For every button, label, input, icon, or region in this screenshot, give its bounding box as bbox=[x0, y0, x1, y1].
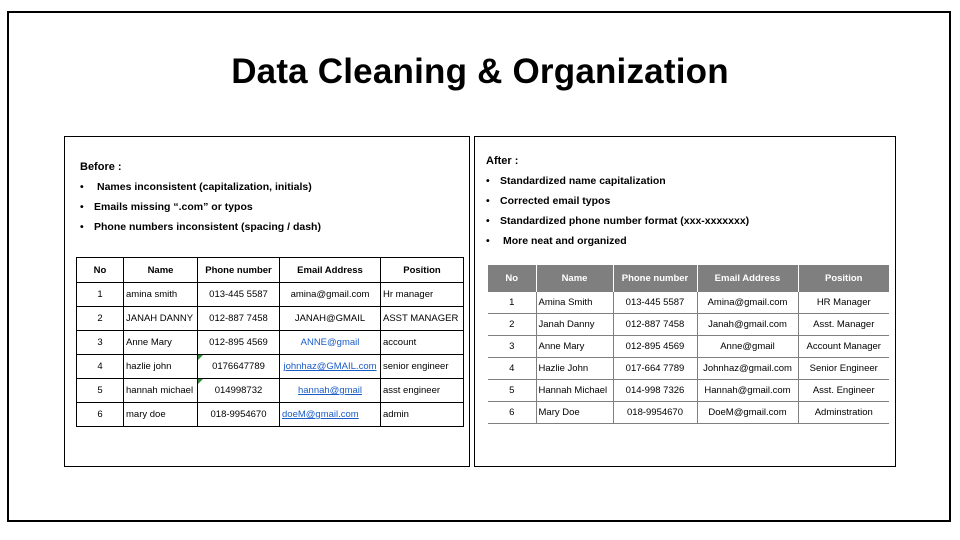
cell-email: Anne@gmail bbox=[697, 336, 798, 358]
before-bullet-list bbox=[80, 177, 321, 237]
cell-email: amina@gmail.com bbox=[280, 283, 381, 307]
before-bullet: • Phone numbers inconsistent (spacing / dash) bbox=[80, 221, 321, 233]
column-header: Name bbox=[536, 265, 613, 292]
cell-position: senior engineer bbox=[381, 355, 464, 379]
before-bullet: • Names inconsistent (capitalization, initials) bbox=[80, 181, 312, 193]
cell-position: ASST MANAGER bbox=[381, 307, 464, 331]
column-header: Email Address bbox=[697, 265, 798, 292]
after-bullet: • More neat and organized bbox=[486, 235, 627, 247]
table-row bbox=[77, 379, 464, 403]
cell-email-link[interactable]: hannah@gmail bbox=[280, 379, 381, 403]
column-header: Position bbox=[381, 258, 464, 283]
before-bullet: • Emails missing “.com” or typos bbox=[80, 201, 253, 213]
cell-position: Adminstration bbox=[798, 402, 889, 424]
cell-position: Asst. Manager bbox=[798, 314, 889, 336]
table-row bbox=[77, 307, 464, 331]
cell-phone: 014998732 bbox=[198, 379, 280, 403]
cell-email: Amina@gmail.com bbox=[697, 292, 798, 314]
table-row bbox=[488, 402, 889, 424]
cell-no: 3 bbox=[77, 331, 124, 355]
column-header: No bbox=[77, 258, 124, 283]
cell-email: Hannah@gmail.com bbox=[697, 380, 798, 402]
cell-name: hazlie john bbox=[124, 355, 198, 379]
column-header: Email Address bbox=[280, 258, 381, 283]
cell-phone: 012-887 7458 bbox=[198, 307, 280, 331]
after-bullet: • Standardized phone number format (xxx-xxxxxxx) bbox=[486, 215, 750, 227]
before-table bbox=[76, 257, 464, 427]
after-bullet: • Standardized name capitalization bbox=[486, 175, 666, 187]
cell-no: 6 bbox=[77, 403, 124, 427]
column-header: Phone number bbox=[198, 258, 280, 283]
before-table-header-row bbox=[77, 258, 464, 283]
cell-position: Hr manager bbox=[381, 283, 464, 307]
table-row bbox=[77, 331, 464, 355]
cell-no: 1 bbox=[488, 292, 536, 314]
cell-no: 3 bbox=[488, 336, 536, 358]
cell-position: Asst. Engineer bbox=[798, 380, 889, 402]
cell-phone: 0176647789 bbox=[198, 355, 280, 379]
cell-phone: 012-895 4569 bbox=[613, 336, 697, 358]
after-panel bbox=[474, 136, 896, 467]
cell-name: Mary Doe bbox=[536, 402, 613, 424]
cell-position: Account Manager bbox=[798, 336, 889, 358]
cell-no: 2 bbox=[77, 307, 124, 331]
cell-phone: 013-445 5587 bbox=[198, 283, 280, 307]
cell-phone: 013-445 5587 bbox=[613, 292, 697, 314]
cell-no: 2 bbox=[488, 314, 536, 336]
cell-phone: 014-998 7326 bbox=[613, 380, 697, 402]
cell-phone: 012-895 4569 bbox=[198, 331, 280, 355]
after-bullet-list bbox=[486, 171, 749, 251]
cell-phone: 017-664 7789 bbox=[613, 358, 697, 380]
cell-email-link[interactable]: doeM@gmail.com bbox=[280, 403, 381, 427]
before-panel bbox=[64, 136, 470, 467]
cell-name: mary doe bbox=[124, 403, 198, 427]
cell-name: Anne Mary bbox=[536, 336, 613, 358]
before-heading: Before : bbox=[80, 161, 122, 173]
table-row bbox=[488, 358, 889, 380]
cell-position: HR Manager bbox=[798, 292, 889, 314]
cell-name: Janah Danny bbox=[536, 314, 613, 336]
after-table bbox=[488, 265, 889, 424]
cell-position: account bbox=[381, 331, 464, 355]
cell-email: DoeM@gmail.com bbox=[697, 402, 798, 424]
cell-no: 4 bbox=[77, 355, 124, 379]
table-row bbox=[488, 336, 889, 358]
cell-email: Janah@gmail.com bbox=[697, 314, 798, 336]
table-row bbox=[488, 292, 889, 314]
cell-email: ANNE@gmail bbox=[280, 331, 381, 355]
column-header: Phone number bbox=[613, 265, 697, 292]
cell-name: Hannah Michael bbox=[536, 380, 613, 402]
cell-name: JANAH DANNY bbox=[124, 307, 198, 331]
cell-email-link[interactable]: johnhaz@GMAIL.com bbox=[280, 355, 381, 379]
column-header: No bbox=[488, 265, 536, 292]
cell-position: Senior Engineer bbox=[798, 358, 889, 380]
cell-name: Amina Smith bbox=[536, 292, 613, 314]
cell-name: hannah michael bbox=[124, 379, 198, 403]
column-header: Position bbox=[798, 265, 889, 292]
cell-no: 5 bbox=[488, 380, 536, 402]
table-row bbox=[488, 380, 889, 402]
cell-no: 4 bbox=[488, 358, 536, 380]
table-row bbox=[77, 355, 464, 379]
cell-no: 5 bbox=[77, 379, 124, 403]
cell-phone: 018-9954670 bbox=[613, 402, 697, 424]
cell-phone: 012-887 7458 bbox=[613, 314, 697, 336]
cell-name: Hazlie John bbox=[536, 358, 613, 380]
slide-title: Data Cleaning & Organization bbox=[231, 52, 729, 91]
after-bullet: • Corrected email typos bbox=[486, 195, 611, 207]
cell-email: JANAH@GMAIL bbox=[280, 307, 381, 331]
after-table-header-row bbox=[488, 265, 889, 292]
table-row bbox=[77, 283, 464, 307]
cell-position: admin bbox=[381, 403, 464, 427]
cell-position: asst engineer bbox=[381, 379, 464, 403]
table-row bbox=[77, 403, 464, 427]
column-header: Name bbox=[124, 258, 198, 283]
after-heading: After : bbox=[486, 155, 519, 167]
cell-phone: 018-9954670 bbox=[198, 403, 280, 427]
cell-email: Johnhaz@gmail.com bbox=[697, 358, 798, 380]
cell-no: 6 bbox=[488, 402, 536, 424]
cell-name: amina smith bbox=[124, 283, 198, 307]
cell-name: Anne Mary bbox=[124, 331, 198, 355]
table-row bbox=[488, 314, 889, 336]
cell-no: 1 bbox=[77, 283, 124, 307]
